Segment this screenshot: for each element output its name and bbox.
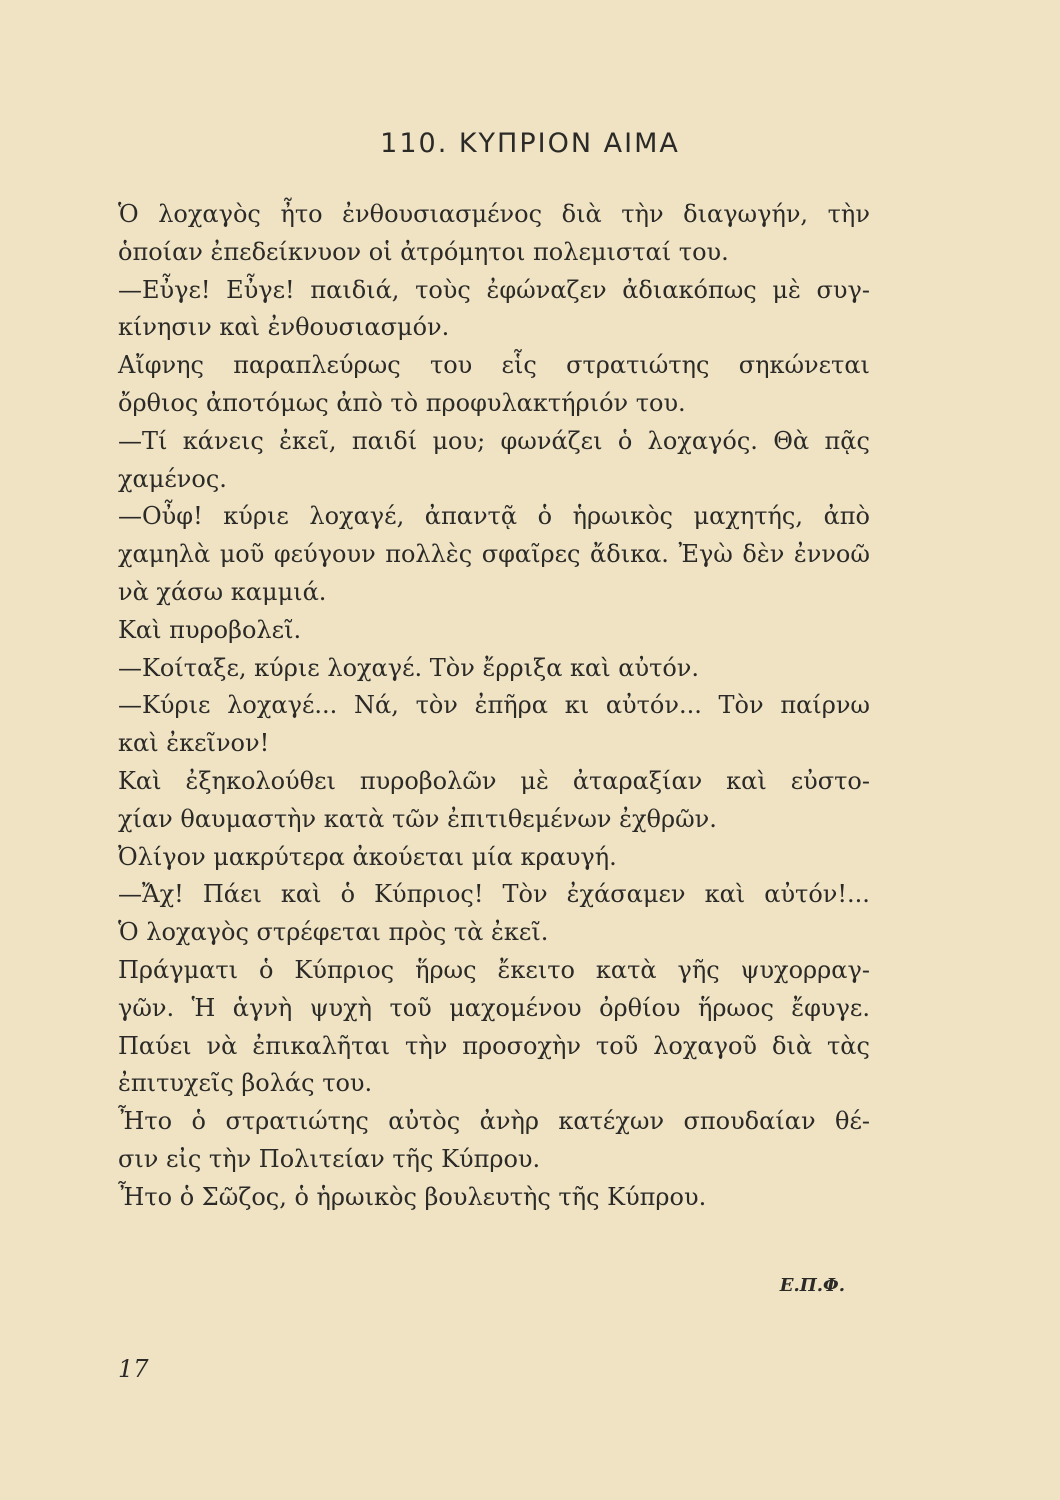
word: Ἐγὼ: [678, 540, 733, 569]
text-line: [118, 536, 870, 574]
word: σφαῖρες: [481, 540, 581, 569]
word: Τὸν: [718, 691, 764, 720]
word: σηκώνεται: [738, 351, 870, 380]
word: μοῦ: [219, 540, 265, 569]
word: μαχομένου: [449, 993, 582, 1022]
word: κατὰ: [595, 955, 657, 984]
word: Αἴφνης: [118, 351, 204, 380]
word: φεύγουν: [273, 540, 376, 569]
word: παιδί: [351, 426, 418, 455]
word: μὲ: [520, 766, 549, 795]
text-line: [118, 952, 870, 990]
word: ἐκεῖ,: [279, 426, 337, 455]
word: ψυχορραγ-: [740, 955, 870, 984]
word: χαμηλὰ: [118, 540, 211, 569]
word: προσοχὴν: [462, 1031, 581, 1060]
word: λοχαγὸς: [158, 200, 261, 228]
word: ὀρθίου: [599, 993, 681, 1022]
text-line: [118, 763, 870, 801]
word: θέ-: [835, 1107, 870, 1136]
word: πυροβολῶν: [359, 766, 497, 795]
text-line: [118, 1028, 870, 1066]
text-line: καὶ ἐκεῖνον!: [118, 729, 270, 758]
word: διαγωγήν,: [683, 200, 809, 228]
word: Πράγματι: [118, 955, 239, 984]
word: παίρνω: [780, 691, 870, 720]
word: παραπλεύρως: [233, 351, 401, 380]
word: μου;: [432, 426, 486, 455]
word: διὰ: [561, 200, 602, 228]
word: εἷς: [501, 351, 537, 380]
text-line: Ὁ λοχαγὸς στρέφεται πρὸς τὰ ἐκεῖ.: [118, 918, 549, 947]
text-line: [118, 347, 870, 385]
text-line: [118, 423, 870, 461]
word: γῶν.: [118, 993, 175, 1022]
text-line: χαμένος.: [118, 464, 227, 493]
word: τὰς: [827, 1031, 870, 1060]
word: κύριε: [223, 502, 289, 531]
word: ἐξηκολούθει: [185, 766, 336, 795]
word: συγ-: [816, 275, 870, 304]
text-line: χίαν θαυμαστὴν κατὰ τῶν ἐπιτιθεμένων ἐχθρῶν.: [118, 804, 717, 833]
text-line: [118, 876, 870, 914]
word: στρατιώτης: [225, 1107, 369, 1136]
word: φωνάζει: [500, 426, 603, 455]
word: τοὺς: [415, 275, 471, 304]
word: ὁ: [537, 502, 553, 531]
word: Εὖγε!: [226, 275, 295, 304]
text-line: σιν εἰς τὴν Πολιτείαν τῆς Κύπρου.: [118, 1144, 541, 1173]
word: ὁ: [259, 955, 274, 984]
word: σπουδαίαν: [683, 1107, 816, 1136]
word: ἐννοῶ: [793, 540, 870, 569]
text-line: Ὀλίγον μακρύτερα ἀκούεται μία κραυγή.: [118, 842, 617, 871]
word: Ἡ: [191, 993, 216, 1022]
word: —Κύριε: [118, 691, 211, 720]
word: στρατιώτης: [566, 351, 710, 380]
word: ἥρωος: [697, 993, 774, 1022]
word: Κύπριος!: [374, 880, 484, 909]
word: αὐτόν!...: [764, 880, 870, 909]
author-signature: Ε.Π.Φ.: [779, 1275, 845, 1296]
word: ἔκειτο: [497, 955, 575, 984]
word: ὁ: [617, 426, 633, 455]
word: ἀπὸ: [823, 502, 870, 531]
word: πᾷς: [824, 426, 870, 455]
word: ἡρωικὸς: [572, 502, 673, 531]
text-line: [118, 1103, 870, 1141]
text-line: [118, 272, 870, 310]
word: ἐφώναζεν: [486, 275, 607, 304]
word: αὐτὸς: [388, 1107, 461, 1136]
word: Ἦτο: [118, 1107, 173, 1136]
text-line: —Κοίταξε, κύριε λοχαγέ. Τὸν ἔρριξα καὶ αὐτόν.: [118, 653, 700, 682]
word: κατέχων: [558, 1107, 665, 1136]
word: —Οὖφ!: [118, 502, 203, 531]
text-line: Καὶ πυροβολεῖ.: [118, 615, 302, 644]
word: τὴν: [621, 200, 664, 228]
word: λοχαγέ...: [227, 691, 338, 720]
word: μαχητής,: [693, 502, 803, 531]
text-line: Ἦτο ὁ Σῶζος, ὁ ἡρωικὸς βουλευτὴς τῆς Κύπρου.: [118, 1182, 707, 1211]
word: Ὁ: [118, 200, 139, 228]
word: Τὸν: [502, 880, 548, 909]
word: κι: [564, 691, 590, 720]
word: παιδιά,: [310, 275, 400, 304]
word: ἥρως: [415, 955, 477, 984]
word: ἐνθουσιασμένος: [342, 200, 543, 228]
text-line: [118, 196, 870, 234]
word: ψυχὴ: [309, 993, 373, 1022]
word: αὐτόν...: [605, 691, 702, 720]
word: καὶ: [704, 880, 746, 909]
word: πολλὲς: [385, 540, 473, 569]
word: Νά,: [354, 691, 399, 720]
word: τὸν: [415, 691, 458, 720]
text-line: ὁποίαν ἐπεδείκνυον οἱ ἀτρόμητοι πολεμισταί του.: [118, 237, 729, 266]
word: εὐστο-: [790, 766, 870, 795]
word: του: [429, 351, 473, 380]
word: Πάει: [202, 880, 262, 909]
word: λοχαγοῦ: [653, 1031, 758, 1060]
word: μὲ: [772, 275, 801, 304]
word: Θὰ: [773, 426, 810, 455]
word: ἔφυγε.: [791, 993, 870, 1022]
text-line: [118, 990, 870, 1028]
word: δὲν: [742, 540, 785, 569]
word: τοῦ: [389, 993, 432, 1022]
word: λοχαγέ,: [309, 502, 405, 531]
word: κάνεις: [182, 426, 264, 455]
word: ἀπαντᾷ: [424, 502, 518, 531]
text-line: κίνησιν καὶ ἐνθουσιασμόν.: [118, 313, 450, 342]
word: ἐπῆρα: [474, 691, 548, 720]
word: τὴν: [827, 200, 870, 228]
page-title: 110. ΚΥΠΡΙΟΝ ΑΙΜΑ: [380, 128, 680, 159]
page-number: 17: [118, 1355, 149, 1383]
text-line: [118, 498, 870, 536]
word: ἀταραξίαν: [572, 766, 703, 795]
word: ὁ: [340, 880, 356, 909]
word: ἄδικα.: [590, 540, 669, 569]
word: —Τί: [118, 426, 168, 455]
word: γῆς: [677, 955, 720, 984]
text-line: [118, 687, 870, 725]
word: Καὶ: [118, 766, 162, 795]
word: ἀνὴρ: [479, 1107, 539, 1136]
word: διὰ: [771, 1031, 813, 1060]
word: Κύπριος: [294, 955, 395, 984]
word: ἐπικαλῆται: [252, 1031, 391, 1060]
word: καὶ: [280, 880, 322, 909]
word: λοχαγός.: [647, 426, 758, 455]
word: ὁ: [191, 1107, 206, 1136]
word: —Ἄχ!: [118, 880, 184, 909]
word: Παύει: [118, 1031, 192, 1060]
word: ἀδιακόπως: [622, 275, 757, 304]
word: ἁγνὴ: [232, 993, 293, 1022]
word: —Εὖγε!: [118, 275, 211, 304]
text-line: νὰ χάσω καμμιά.: [118, 577, 327, 606]
text-body: [118, 196, 870, 1217]
text-line: ὄρθιος ἀποτόμως ἀπὸ τὸ προφυλακτήριόν του.: [118, 388, 686, 417]
text-line: ἐπιτυχεῖς βολάς του.: [118, 1069, 373, 1098]
word: ἐχάσαμεν: [566, 880, 686, 909]
word: ἦτο: [280, 200, 323, 228]
word: νὰ: [206, 1031, 238, 1060]
word: τοῦ: [595, 1031, 639, 1060]
word: καὶ: [726, 766, 767, 795]
word: τὴν: [405, 1031, 448, 1060]
